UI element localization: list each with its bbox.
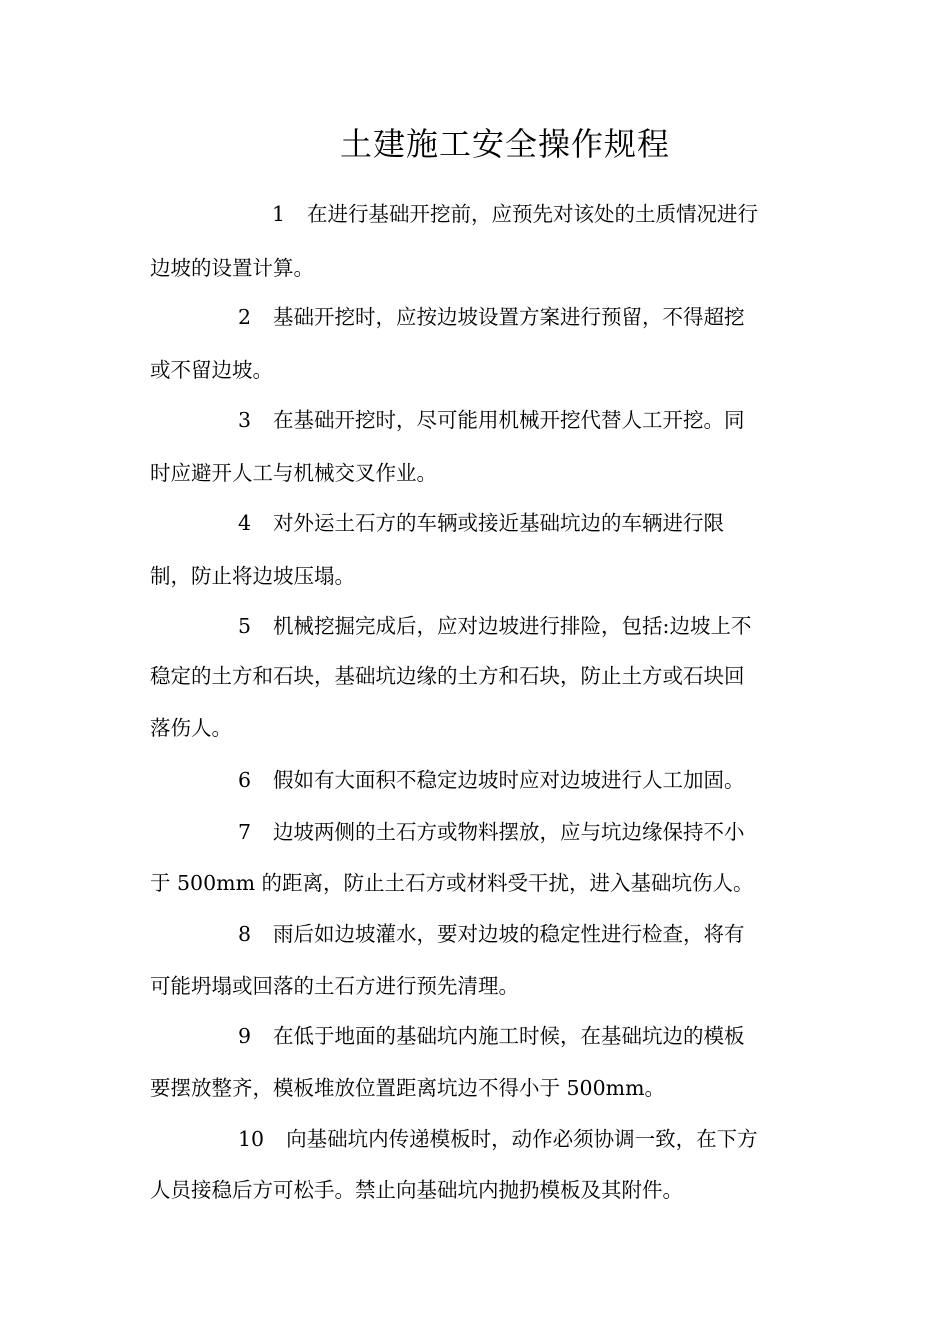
item-2-text-line-1: 基础开挖时，应按边坡设置方案进行预留，不得超挖 — [273, 305, 745, 329]
item-4-number: 4 — [238, 511, 252, 535]
item-8-text-line-1: 雨后如边坡灌水，要对边坡的稳定性进行检查，将有 — [273, 922, 745, 946]
document-title: 土建施工安全操作规程 — [339, 125, 670, 163]
item-10-first-line — [238, 1124, 758, 1154]
item-6-number: 6 — [238, 768, 252, 792]
item-8-number: 8 — [238, 922, 252, 946]
item-7-text-line-1: 边坡两侧的土石方或物料摆放，应与坑边缘保持不小 — [273, 820, 745, 844]
item-8-text-line-2: 可能坍塌或回落的土石方进行预先清理。 — [150, 974, 519, 998]
item-5-text-line-3: 落伤人。 — [150, 716, 232, 740]
item-8-first-line — [238, 919, 745, 949]
item-1-text-line-1: 在进行基础开挖前，应预先对该处的土质情况进行 — [307, 202, 759, 226]
item-1-first-line — [272, 199, 758, 229]
item-6-text-line-1: 假如有大面积不稳定边坡时应对边坡进行人工加固。 — [273, 768, 745, 792]
item-9-text-line-2: 要摆放整齐，模板堆放位置距离坑边不得小于 500mm。 — [150, 1076, 666, 1100]
item-2-number: 2 — [238, 305, 252, 329]
item-7-number: 7 — [238, 820, 252, 844]
item-2-text-line-2: 或不留边坡。 — [150, 358, 273, 382]
item-7-first-line — [238, 817, 745, 847]
item-3-text-line-1: 在基础开挖时，尽可能用机械开挖代替人工开挖。同 — [273, 408, 745, 432]
item-1-number: 1 — [272, 202, 286, 226]
item-2-first-line — [238, 302, 745, 332]
item-6-first-line — [238, 765, 745, 795]
item-4-text-line-1: 对外运土石方的车辆或接近基础坑边的车辆进行限 — [273, 511, 725, 535]
item-4-text-line-2: 制，防止将边坡压塌。 — [150, 564, 355, 588]
item-10-text-line-1: 向基础坑内传递模板时，动作必须协调一致，在下方 — [286, 1127, 758, 1151]
item-9-number: 9 — [238, 1024, 252, 1048]
item-10-number: 10 — [238, 1127, 265, 1151]
item-7-text-line-2: 于 500mm 的距离，防止土石方或材料受干扰，进入基础坑伤人。 — [150, 871, 754, 895]
item-5-first-line — [238, 611, 751, 641]
item-10-text-line-2: 人员接稳后方可松手。禁止向基础坑内抛扔模板及其附件。 — [150, 1178, 683, 1202]
item-3-text-line-2: 时应避开人工与机械交叉作业。 — [150, 461, 437, 485]
item-9-text-line-1: 在低于地面的基础坑内施工时候，在基础坑边的模板 — [273, 1024, 745, 1048]
item-3-number: 3 — [238, 408, 252, 432]
item-5-text-line-2: 稳定的土方和石块，基础坑边缘的土方和石块，防止土方或石块回 — [150, 664, 745, 688]
item-5-text-line-1: 机械挖掘完成后，应对边坡进行排险，包括:边坡上不 — [273, 614, 752, 638]
item-9-first-line — [238, 1021, 745, 1051]
item-3-first-line — [238, 405, 745, 435]
item-1-text-line-2: 边坡的设置计算。 — [150, 256, 314, 280]
item-5-number: 5 — [238, 614, 252, 638]
item-4-first-line — [238, 508, 724, 538]
